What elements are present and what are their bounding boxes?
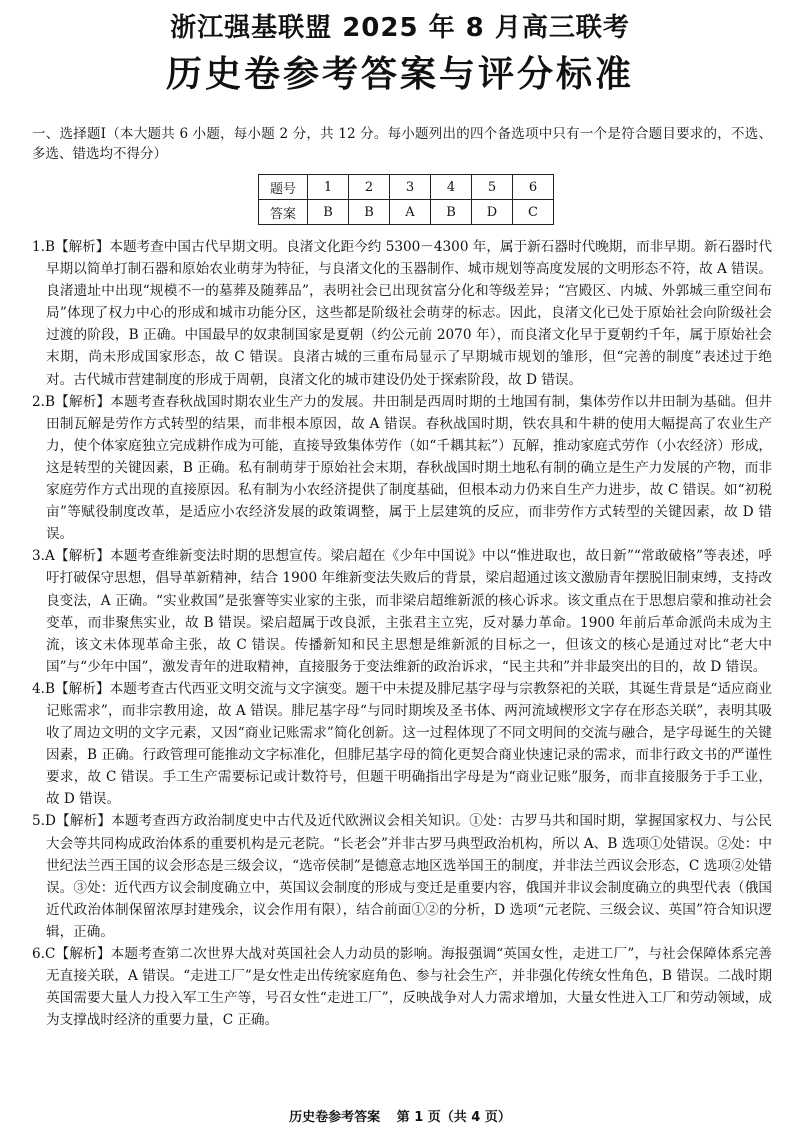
answer-table-answer-row [259,200,554,225]
answer-value: B [308,200,349,225]
explanation-item: 2.B【解析】本题考查春秋战国时期农业生产力的发展。井田制是西周时期的土地国有制，集体劳作以井田制为基础。但井田制瓦解是劳作方式转型的结果，而非根本原因，故 A 错误。春秋战国时期，铁农具和牛耕的使用大幅提高了农业生产力，使个体家庭独立完成耕作成为可能，直接导致集体劳作（如“千耦其耘”）瓦解，推动家庭式劳作（小农经济）形成，这是转型的关键因素，B 正确。私有制萌芽于原始社会末期，春秋战国时期土地私有制的确立是生产力发展的产物，而非家庭劳作方式出现的直接原因。私有制为小农经济提供了制度基础，但根本动力仍来自生产力进步，故 C 错误。如“初税亩”等赋役制度改革，是适应小农经济发展的政策调整，属于上层建筑的反应，而非劳作方式转型的关键因素，故 D 错误。 [32,393,772,543]
answer-value: B [349,200,390,225]
footer-doc-name: 历史卷参考答案 [289,1110,381,1125]
question-number: 4 [431,175,472,200]
question-number: 5 [472,175,513,200]
question-number: 1 [308,175,349,200]
exam-title: 浙江强基联盟 2025 年 8 月高三联考 [170,13,630,43]
answer-table [258,174,554,225]
explanation-item: 4.B【解析】本题考查古代西亚文明交流与文字演变。题干中未提及腓尼基字母与宗教祭祀的关联，其诞生背景是“适应商业记账需求”，而非宗教用途，故 A 错误。腓尼基字母“与同时期埃及圣书体、两河流域楔形文字存在形态关联”，表明其吸收了周边文明的文字元素，又因“商业记账需求”简化创新。这一过程体现了不同文明间的交流与融合，是字母诞生的关键因素，B 正确。行政管理可能推动文字标准化，但腓尼基字母的简化更契合商业快速记录的需求，而非行政文书的严谨性要求，故 C 错误。手工生产需要标记或计数符号，但题干明确指出字母是为“商业记账”服务，而非直接服务于手工业，故 D 错误。 [32,680,772,808]
question-number: 2 [349,175,390,200]
explanation-item: 5.D【解析】本题考查西方政治制度史中古代及近代欧洲议会相关知识。①处：古罗马共和国时期，掌握国家权力、与公民大会等共同构成政治体系的重要机构是元老院。“长老会”并非古罗马典型政治机构，所以 A、B 选项①处错误。②处：中世纪法兰西王国的议会形态是三级会议，“选帝侯制”是德意志地区选举国王的制度，并非法兰西议会形态，C 选项②处错误。③处：近代西方议会制度确立中，英国议会制度的形成与变迁是重要内容，俄国并非议会制度确立的典型代表（俄国近代政治体制保留浓厚封建残余，议会作用有限），结合前面①②的分析，D 选项“元老院、三级会议、英国”符合知识逻辑，正确。 [32,813,772,940]
answer-value: A [390,200,431,225]
section-intro: 一、选择题Ⅰ（本大题共 6 小题，每小题 2 分，共 12 分。每小题列出的四个备选项中只有一个是符合题目要求的，不选、多选、错选均不得分） [32,126,772,162]
explanation-item: 1.B【解析】本题考查中国古代早期文明。良渚文化距今约 5300－4300 年，属于新石器时代晚期，而非早期。新石器时代早期以简单打制石器和原始农业萌芽为特征，与良渚文化的玉器制作、城市规划等高度发展的文明形态不符，故 A 错误。良渚遗址中出现“规模不一的墓葬及随葬品”，表明社会已出现贫富分化和等级差异；“宫殿区、内城、外郭城三重空间布局”体现了权力中心的形成和城市功能分区，这些都是阶级社会萌芽的标志。因此，良渚文化已处于原始社会向阶级社会过渡的阶段，B 正确。中国最早的奴隶制国家是夏朝（约公元前 2070 年），而良渚文化早于夏朝约千年，属于原始社会末期，尚未形成国家形态，故 C 错误。良渚古城的三重布局显示了早期城市规划的雏形，但“完善的制度”表述过于绝对。古代城市营建制度的形成于周朝，良渚文化的城市建设仍处于探索阶段，故 D 错误。 [32,239,772,388]
answer-value: D [472,200,513,225]
answer-value: B [431,200,472,225]
page-number: 第 1 页（共 4 页） [396,1110,511,1125]
explanations-list [32,236,772,1096]
table-row-label: 题号 [259,175,308,200]
document-title: 历史卷参考答案与评分标准 [165,54,634,95]
answer-table-number-row [259,175,554,200]
table-row-label: 答案 [259,200,308,225]
question-number: 3 [390,175,431,200]
page-footer [0,1106,800,1125]
answer-value: C [513,200,554,225]
question-number: 6 [513,175,554,200]
explanation-item: 3.A【解析】本题考查维新变法时期的思想宣传。梁启超在《少年中国说》中以“惟进取也，故日新”“常敢破格”等表述，呼吁打破保守思想，倡导革新精神，结合 1900 年维新变法失败后的背景，梁启超通过该文激励青年摆脱旧制束缚，支持改良变法，A 正确。“实业救国”是张謇等实业家的主张，而非梁启超维新派的核心诉求。该文重点在于思想启蒙和推动社会变革，而非聚焦实业，故 B 错误。梁启超属于改良派，主张君主立宪，反对暴力革命。1900 年前后革命派尚未成为主流，该文未体现革命主张，故 C 错误。传播新知和民主思想是维新派的目标之一，但该文的核心是通过对比“老大中国”与“少年中国”，激发青年的进取精神，直接服务于变法维新的政治诉求，“民主共和”并非最突出的目的，故 D 错误。 [32,548,772,675]
explanation-item: 6.C【解析】本题考查第二次世界大战对英国社会人力动员的影响。海报强调“英国女性，走进工厂”，与社会保障体系完善无直接关联，A 错误。“走进工厂”是女性走出传统家庭角色、参与社会生产，并非强化传统女性角色，B 错误。二战时期英国需要大量人力投入军工生产等，号召女性“走进工厂”，反映战争对人力需求增加，大量女性进入工厂和劳动领域，成为支撑战时经济的重要力量，C 正确。 [32,946,772,1029]
